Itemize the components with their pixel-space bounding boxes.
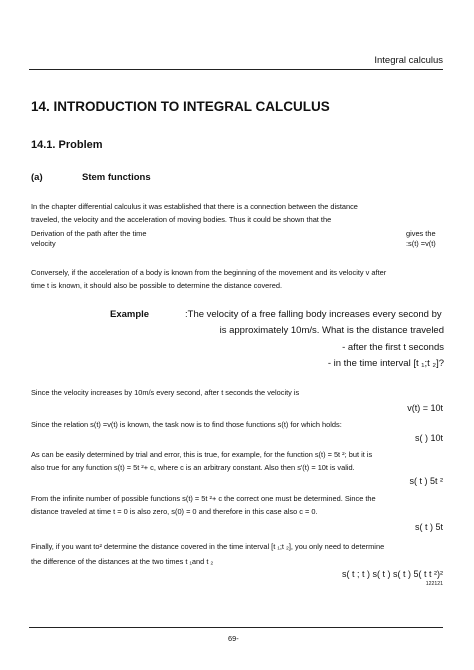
body-text-line: traveled, the velocity and the acceleration of moving bodies. Thus it could be shown that the [31, 215, 332, 224]
equation: s( t ) 5t ² [409, 476, 443, 486]
body-text-line: Derivation of the path after the time [31, 229, 147, 238]
body-text-line: also true for any function s(t) = 5t ²+ c, where c is an arbitrary constant. Also then s'(t) = 10t is valid. [31, 463, 355, 472]
body-text-line: As can be easily determined by trial and error, this is true, for example, for the function s(t) = 5t ²; but it is [31, 450, 373, 459]
body-text-line: gives the [406, 229, 436, 238]
equation: v(t) = 10t [407, 403, 443, 413]
body-text-line: :s(t) =v(t) [406, 239, 436, 248]
example-text-line: is approximately 10m/s. What is the distance traveled [219, 325, 444, 336]
body-text-line: From the infinite number of possible functions s(t) = 5t ²+ c the correct one must be determined. Since the [31, 494, 376, 503]
example-text-line: :The velocity of a free falling body increases every second by [185, 309, 442, 320]
equation: s( ) 10t [414, 433, 443, 443]
page-number: 69- [228, 634, 239, 643]
body-text-line: the difference of the distances at the two times t ₁and t ₂ [31, 557, 214, 566]
figure-code: 122121 [425, 581, 443, 587]
body-text-line: time t is known, it should also be possible to determine the distance covered. [31, 281, 283, 290]
body-text-line: Conversely, if the acceleration of a body is known from the beginning of the movement and its velocity v after [31, 268, 387, 277]
body-text-line: velocity [31, 239, 56, 248]
body-text-line: Finally, if you want to² determine the distance covered in the time interval [t ₁;t ₂], you only need to determine [31, 542, 385, 551]
example-label: Example [110, 309, 150, 320]
running-header: Integral calculus [374, 55, 443, 66]
example-text-line: - after the first t seconds [342, 342, 444, 353]
body-text-line: Since the velocity increases by 10m/s every second, after t seconds the velocity is [31, 388, 300, 397]
body-text-line: In the chapter differential calculus it was established that there is a connection between the distance [31, 202, 358, 211]
chapter-heading: 14. INTRODUCTION TO INTEGRAL CALCULUS [31, 99, 330, 114]
subsection-label: (a) [31, 172, 43, 183]
body-text-line: Since the relation s(t) =v(t) is known, the task now is to find those functions s(t) for which holds: [31, 420, 342, 429]
equation: s( t ; t ) s( t ) s( t ) 5( t t ²)² [342, 569, 443, 579]
body-text-line: distance traveled at time t = 0 is also zero, s(0) = 0 and therefore in this case also c = 0. [31, 507, 318, 516]
footer-rule [29, 627, 443, 628]
subsection-title: Stem functions [82, 172, 151, 183]
example-text-line: - in the time interval [t ₁;t ₂]? [327, 358, 444, 369]
section-heading: 14.1. Problem [31, 139, 103, 151]
equation: s( t ) 5t [414, 522, 443, 532]
header-rule [29, 69, 443, 70]
